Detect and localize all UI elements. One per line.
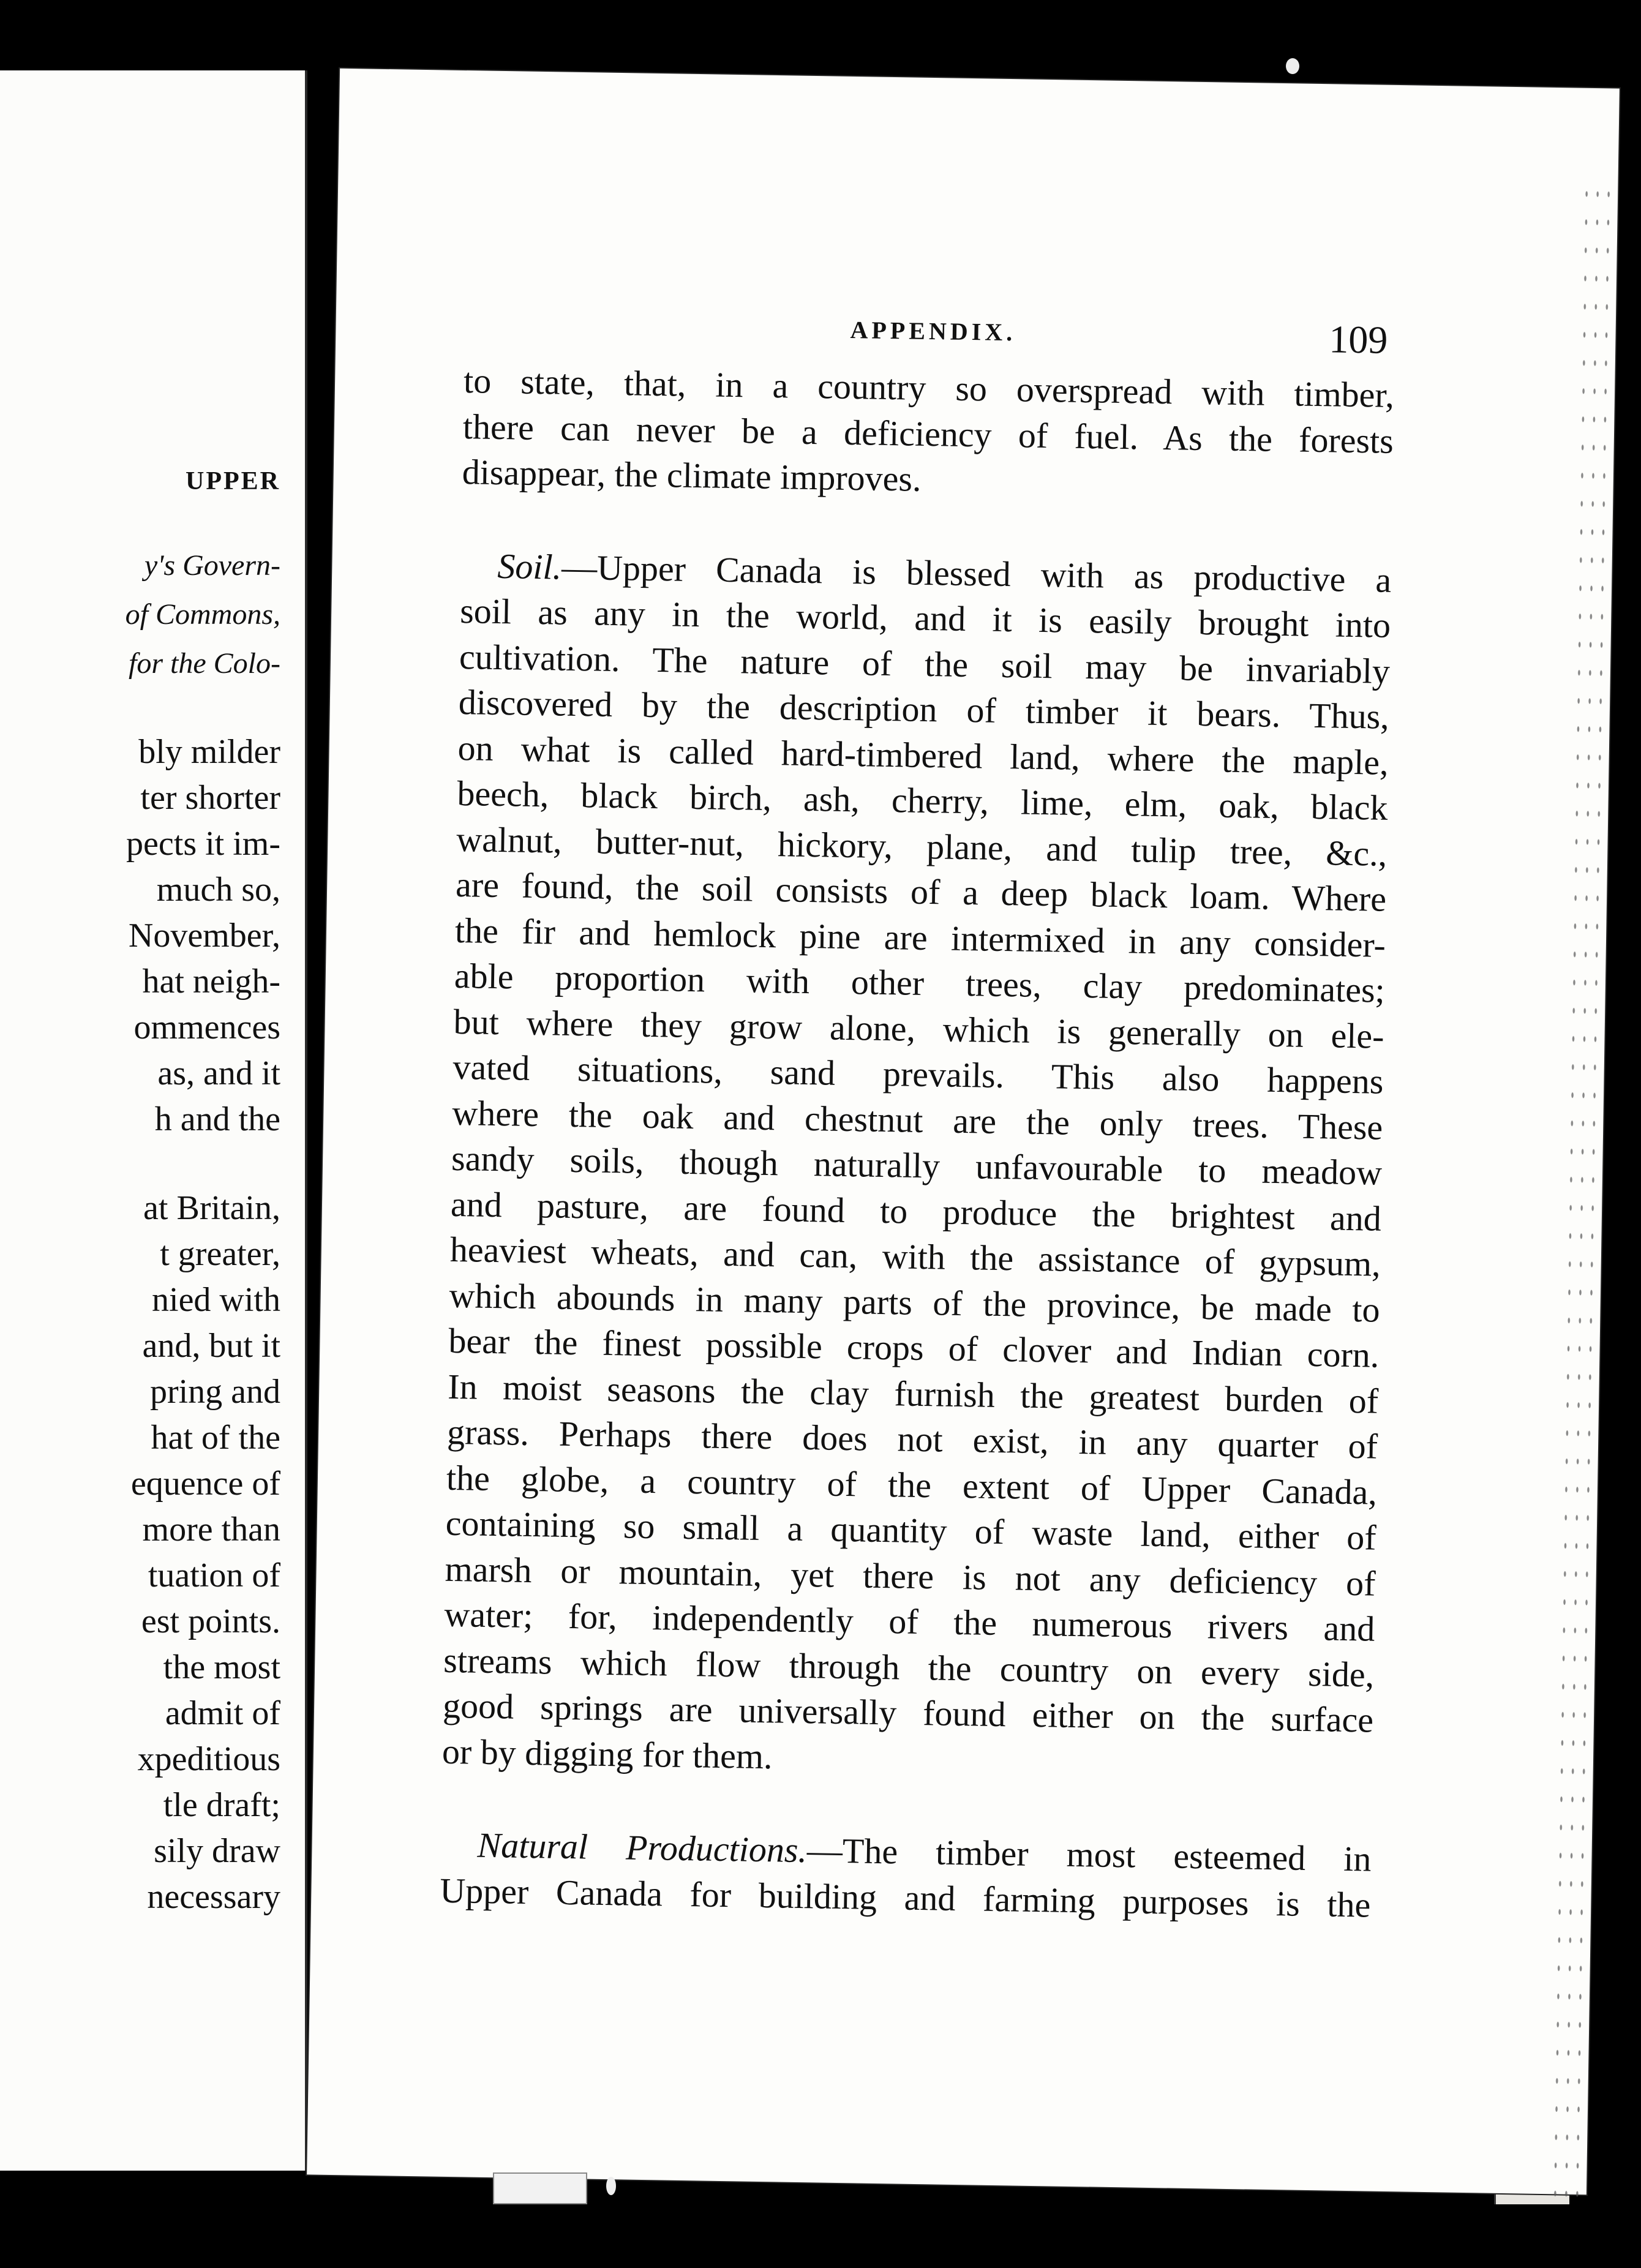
text-line: bear the finest possible crops of clover and Indian corn. <box>448 1320 1380 1375</box>
body-text <box>440 358 1395 1928</box>
text-line: —Upper Canada is blessed with as productive a <box>561 547 1392 600</box>
text-line: walnut, butter-nut, hickory, plane, and tulip tree, &c., <box>456 819 1388 874</box>
page-tab-marker <box>493 2172 587 2204</box>
left-page <box>0 70 307 2171</box>
page-edge-specks <box>1550 180 1618 2201</box>
left-page-line: t greater, <box>160 1235 280 1273</box>
left-page-line: admit of <box>165 1694 280 1732</box>
left-page-line: tuation of <box>148 1556 280 1594</box>
text-line: good springs are universally found either on the surface <box>442 1685 1374 1740</box>
running-head-title: APPENDIX. <box>850 315 1016 347</box>
text-line: containing so small a quantity of waste land, either of <box>445 1503 1377 1558</box>
text-line: soil as any in the world, and it is easily brought into <box>459 590 1391 645</box>
text-line: streams which flow through the country on every side, <box>443 1640 1375 1695</box>
left-page-line: y's Govern- <box>144 549 280 582</box>
text-line: where the oak and chestnut are the only trees. These <box>451 1092 1383 1147</box>
text-line: but where they grow alone, which is generally on ele- <box>453 1001 1385 1056</box>
left-page-line: sily draw <box>154 1832 280 1870</box>
left-page-line: equence of <box>130 1465 280 1503</box>
left-page-line: ommences <box>133 1008 280 1046</box>
paragraph-lead: Natural Productions. <box>477 1825 808 1871</box>
text-line: to state, that, in a country so overspread with timber, <box>463 361 1395 415</box>
text-line: heaviest wheats, and can, with the assistance of gypsum, <box>449 1229 1381 1284</box>
page-number: 109 <box>1328 317 1388 362</box>
text-line: disappear, the climate improves. <box>462 452 922 499</box>
text-line: the fir and hemlock pine are intermixed in any consider- <box>454 910 1386 965</box>
left-page-line: more than <box>142 1511 280 1549</box>
left-page-line: bly milder <box>138 733 280 771</box>
text-line: sandy soils, though naturally unfavourable to meadow <box>451 1138 1383 1193</box>
left-page-line: of Commons, <box>125 598 280 631</box>
text-line: Upper Canada for building and farming purposes is the <box>439 1870 1371 1925</box>
dust-speck <box>1286 58 1299 74</box>
text-line: grass. Perhaps there does not exist, in any quarter of <box>446 1411 1378 1466</box>
left-page-line: much so, <box>156 871 280 909</box>
running-head <box>336 307 1616 362</box>
text-line: on what is called hard-timbered land, where the maple, <box>457 727 1389 783</box>
left-page-line: tle draft; <box>163 1786 280 1824</box>
left-page-line: h and the <box>154 1100 280 1138</box>
left-page-line: UPPER <box>186 467 280 495</box>
left-page-line: pects it im- <box>126 825 280 863</box>
left-page-line: the most <box>163 1648 280 1686</box>
left-page-line: hat of the <box>151 1419 280 1457</box>
text-line: vated situations, sand prevails. This also happens <box>452 1046 1384 1102</box>
text-line: and pasture, are found to produce the brightest and <box>450 1184 1382 1239</box>
left-page-line: November, <box>128 917 280 955</box>
text-line: able proportion with other trees, clay predominates; <box>454 955 1386 1010</box>
left-page-line: and, but it <box>142 1327 280 1365</box>
text-line: or by digging for them. <box>441 1731 773 1776</box>
text-line: marsh or mountain, yet there is not any deficiency of <box>445 1549 1376 1604</box>
text-line: beech, black birch, ash, cherry, lime, elm, oak, black <box>457 773 1388 828</box>
text-line: the globe, a country of the extent of Upper Canada, <box>446 1457 1378 1512</box>
text-line: In moist seasons the clay furnish the greatest burden of <box>447 1366 1379 1421</box>
text-line: are found, the soil consists of a deep black loam. Where <box>455 864 1387 919</box>
left-page-line: at Britain, <box>143 1189 280 1227</box>
left-page-line: nied with <box>152 1281 280 1319</box>
text-line: discovered by the description of timber it bears. Thus, <box>458 682 1390 737</box>
text-line: cultivation. The nature of the soil may be invariably <box>459 636 1391 691</box>
text-line: —The timber most esteemed in <box>806 1830 1372 1879</box>
dust-speck <box>606 2177 616 2195</box>
text-line: which abounds in many parts of the province, be made to <box>449 1275 1381 1330</box>
text-line: there can never be a deficiency of fuel. As the forests <box>462 406 1394 461</box>
left-page-line: ter shorter <box>140 779 280 817</box>
left-page-line: hat neigh- <box>142 963 280 1001</box>
left-page-line: xpeditious <box>137 1740 280 1778</box>
text-line: water; for, independently of the numerous rivers and <box>444 1594 1375 1649</box>
right-page <box>307 69 1620 2195</box>
left-page-line: pring and <box>149 1373 280 1411</box>
left-page-line: necessary <box>147 1878 280 1916</box>
left-page-line: for the Colo- <box>129 647 280 680</box>
left-page-line: est points. <box>141 1602 280 1640</box>
paragraph-lead: Soil. <box>497 546 562 587</box>
left-page-line: as, and it <box>157 1054 280 1092</box>
